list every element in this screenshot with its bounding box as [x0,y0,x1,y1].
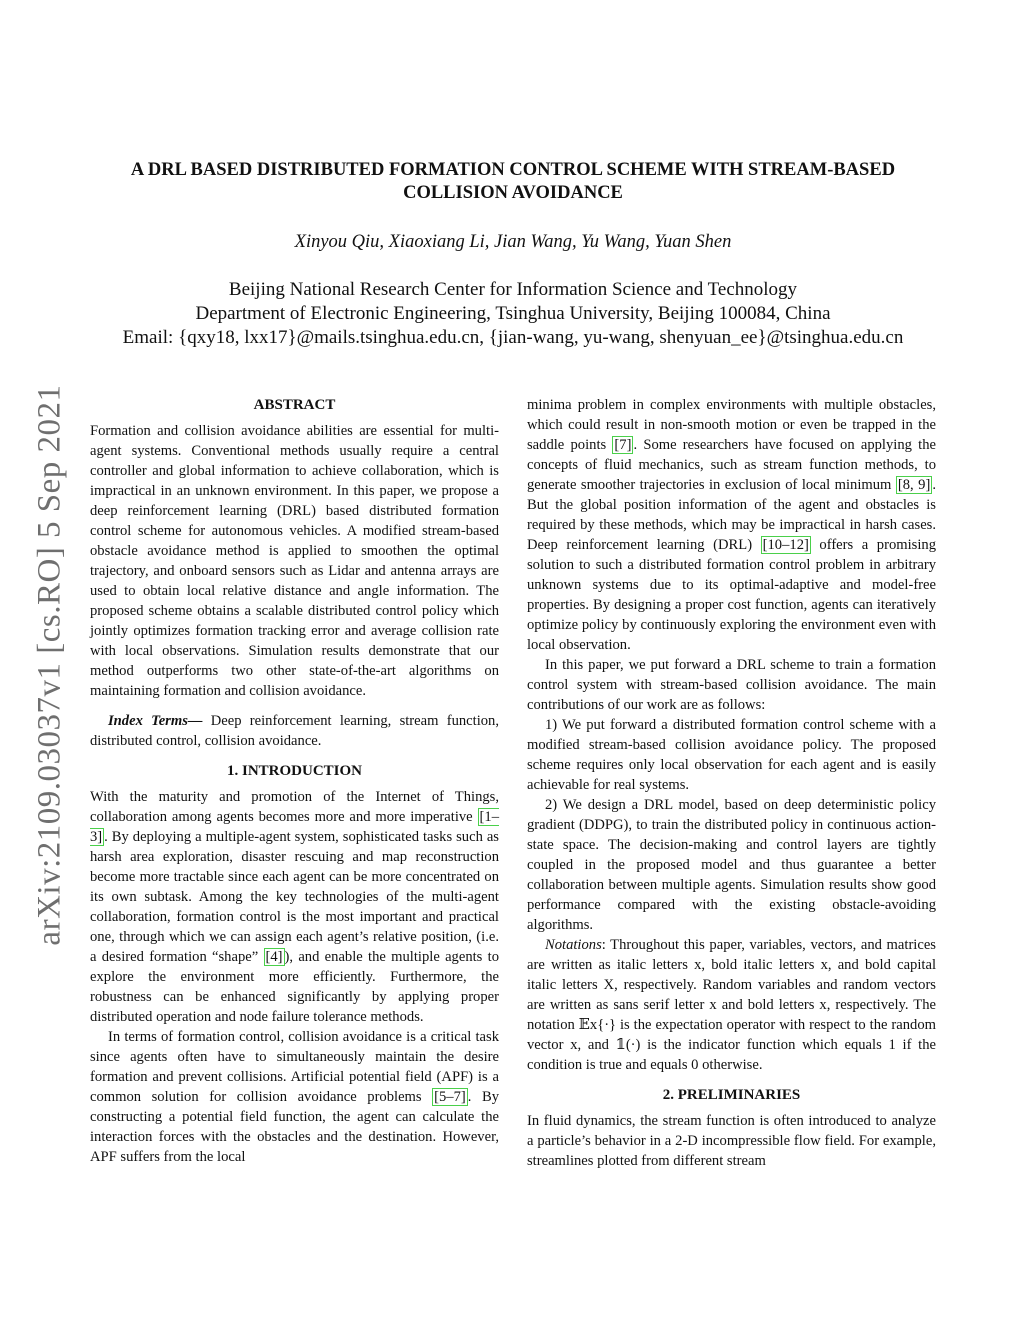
intro-paragraph-1: With the maturity and promotion of the Internet of Things, collaboration among agents becomes more and more imperative [1–3] . By deploying a multiple-agent system, sophisticated tasks such as harsh area exploration, disaster rescuing and map reconstruction become more tractable since each agent can be more concentrated on its own subtask. Among the key technologies of the multi-agent collaboration, formation control is the most important and practical one, through which we can assign each agent’s relative position, (i.e. a desired formation “shape” [4] ), and enable the multiple agents to explore the environment more efficiently. Furthermore, the robustness can be enhanced significantly by applying proper distributed operation and node failure tolerance methods. [90,789,500,1025]
author-list: Xinyou Qiu, Xiaoxiang Li, Jian Wang, Yu Wang, Yuan Shen [294,232,732,252]
citation-link[interactable]: [7] [614,437,632,453]
citation-link[interactable]: [4] [265,949,283,965]
preliminaries-text: In fluid dynamics, the stream function is often introduced to analyze a particle’s behavior in a 2-D incompressible flow field. For example, streamlines plotted from different stream [527,1113,936,1169]
title-line-2: COLLISION AVOIDANCE [403,183,623,203]
left-column [90,395,499,1167]
citation-link[interactable]: [8, 9] [897,477,931,493]
email-line: Email: {qxy18, lxx17}@mails.tsinghua.edu.cn, {jian-wang, yu-wang, shenyuan_ee}@tsinghua.edu.cn [122,327,904,348]
citation-link[interactable]: [1–3] [90,809,499,845]
contribution-1: 1) We put forward a distributed formation control scheme with a modified stream-based collision avoidance policy. The proposed scheme requires only local observation for each agent and is easily achievable for real systems. [527,717,936,793]
affiliation-block [90,278,936,350]
intro-paragraph-2: In terms of formation control, collision avoidance is a critical task since agents often have to simultaneously maintain the desire formation and prevent collisions. Artificial potential field (APF) is a common solution for collision avoidance problems [5–7] . By constructing a potential field function, the agent can calculate the interaction forces with the obstacles and the destination. However, APF suffers from the local [90,1029,499,1165]
abstract-text: Formation and collision avoidance abilities are essential for multi-agent systems. Conventional methods usually require a central controller and global information to achieve collaboration, which is impractical in an unknown environment. In this paper, we propose a deep reinforcement learning (DRL) based distributed formation control scheme for autonomous vehicles. A modified stream-based obstacle avoidance method is applied to smoothen the optimal trajectory, and onboard sensors such as Lidar and antenna arrays are used to obtain local relative distance and angle information. The proposed scheme obtains a scalable distributed control policy which jointly optimizes formation tracking error and average collision rate with local observations. Simulation results demonstrate that our method outperforms two other state-of-the-art algorithms on maintaining formation and collision avoidance. [90,423,499,699]
index-terms [90,711,499,751]
contribution-2: 2) We design a DRL model, based on deep deterministic policy gradient (DDPG), to train the distributed policy in continuous action-state space. The decision-making and control layers are tightly coupled in the proposed model and thus guarantee a better collaboration between multiple agents. Simulation results show good performance compared with the existing obstacle-avoiding algorithms. [527,797,936,933]
citation-link[interactable]: [5–7] [434,1089,466,1105]
index-terms-text: Deep reinforcement learning, stream function, distributed control, collision avoidance. [90,713,499,749]
affiliation-line-1: Beijing National Research Center for Information Science and Technology [228,279,798,300]
notations-label: Notations [545,937,602,953]
arxiv-id: arXiv:2109.03037v1 [cs.RO] 5 Sep 2021 [31,384,68,946]
preliminaries-heading: 2. PRELIMINARIES [662,1087,801,1103]
intro-heading: 1. INTRODUCTION [226,763,362,779]
citation-link[interactable]: [10–12] [762,537,809,553]
arxiv-sidebar-stamp [30,365,70,965]
notations-paragraph: Notations: Throughout this paper, variables, vectors, and matrices are written as italic letters x, bold italic letters x, and bold capital italic letters X, respectively. Random variables and random vectors are written as sans serif letter x and bold letters x, respectively. The notation 𝔼x{·} is the expectation operator with respect to the random vector x, and 𝟙(·) is the indicator function which equals 1 if the condition is true and equals 0 otherwise. [527,937,936,1073]
index-terms-label: Index Terms— [108,713,203,729]
paper-title [90,159,936,205]
body-paragraph-1: minima problem in complex environments with multiple obstacles, which could result in non-smooth motion or even be trapped in the saddle points [7] . Some researchers have focused on applying the concepts of fluid mechanics, such as stream function methods, to generate smoother trajectories in exclusion of local minimum [8, 9] . But the global position information of the agent and obstacles is required by these methods, which may be impractical in harsh cases. Deep reinforcement learning (DRL) [10–12] offers a promising solution to such a distributed formation control problem in arbitrary unknown systems due to its optimal-adaptive and model-free properties. By designing a proper cost function, agents can iteratively optimize policy by continuously exploring the environment even with local observation. [527,397,936,653]
body-paragraph-2: In this paper, we put forward a DRL scheme to train a formation control system with stream-based collision avoidance. The main contributions of our work are as follows: [527,657,936,713]
title-line-1: A DRL BASED DISTRIBUTED FORMATION CONTROL SCHEME WITH STREAM-BASED [130,160,896,180]
affiliation-line-2: Department of Electronic Engineering, Tsinghua University, Beijing 100084, China [195,303,831,324]
abstract-heading: ABSTRACT [253,397,336,413]
right-column [527,395,936,1171]
